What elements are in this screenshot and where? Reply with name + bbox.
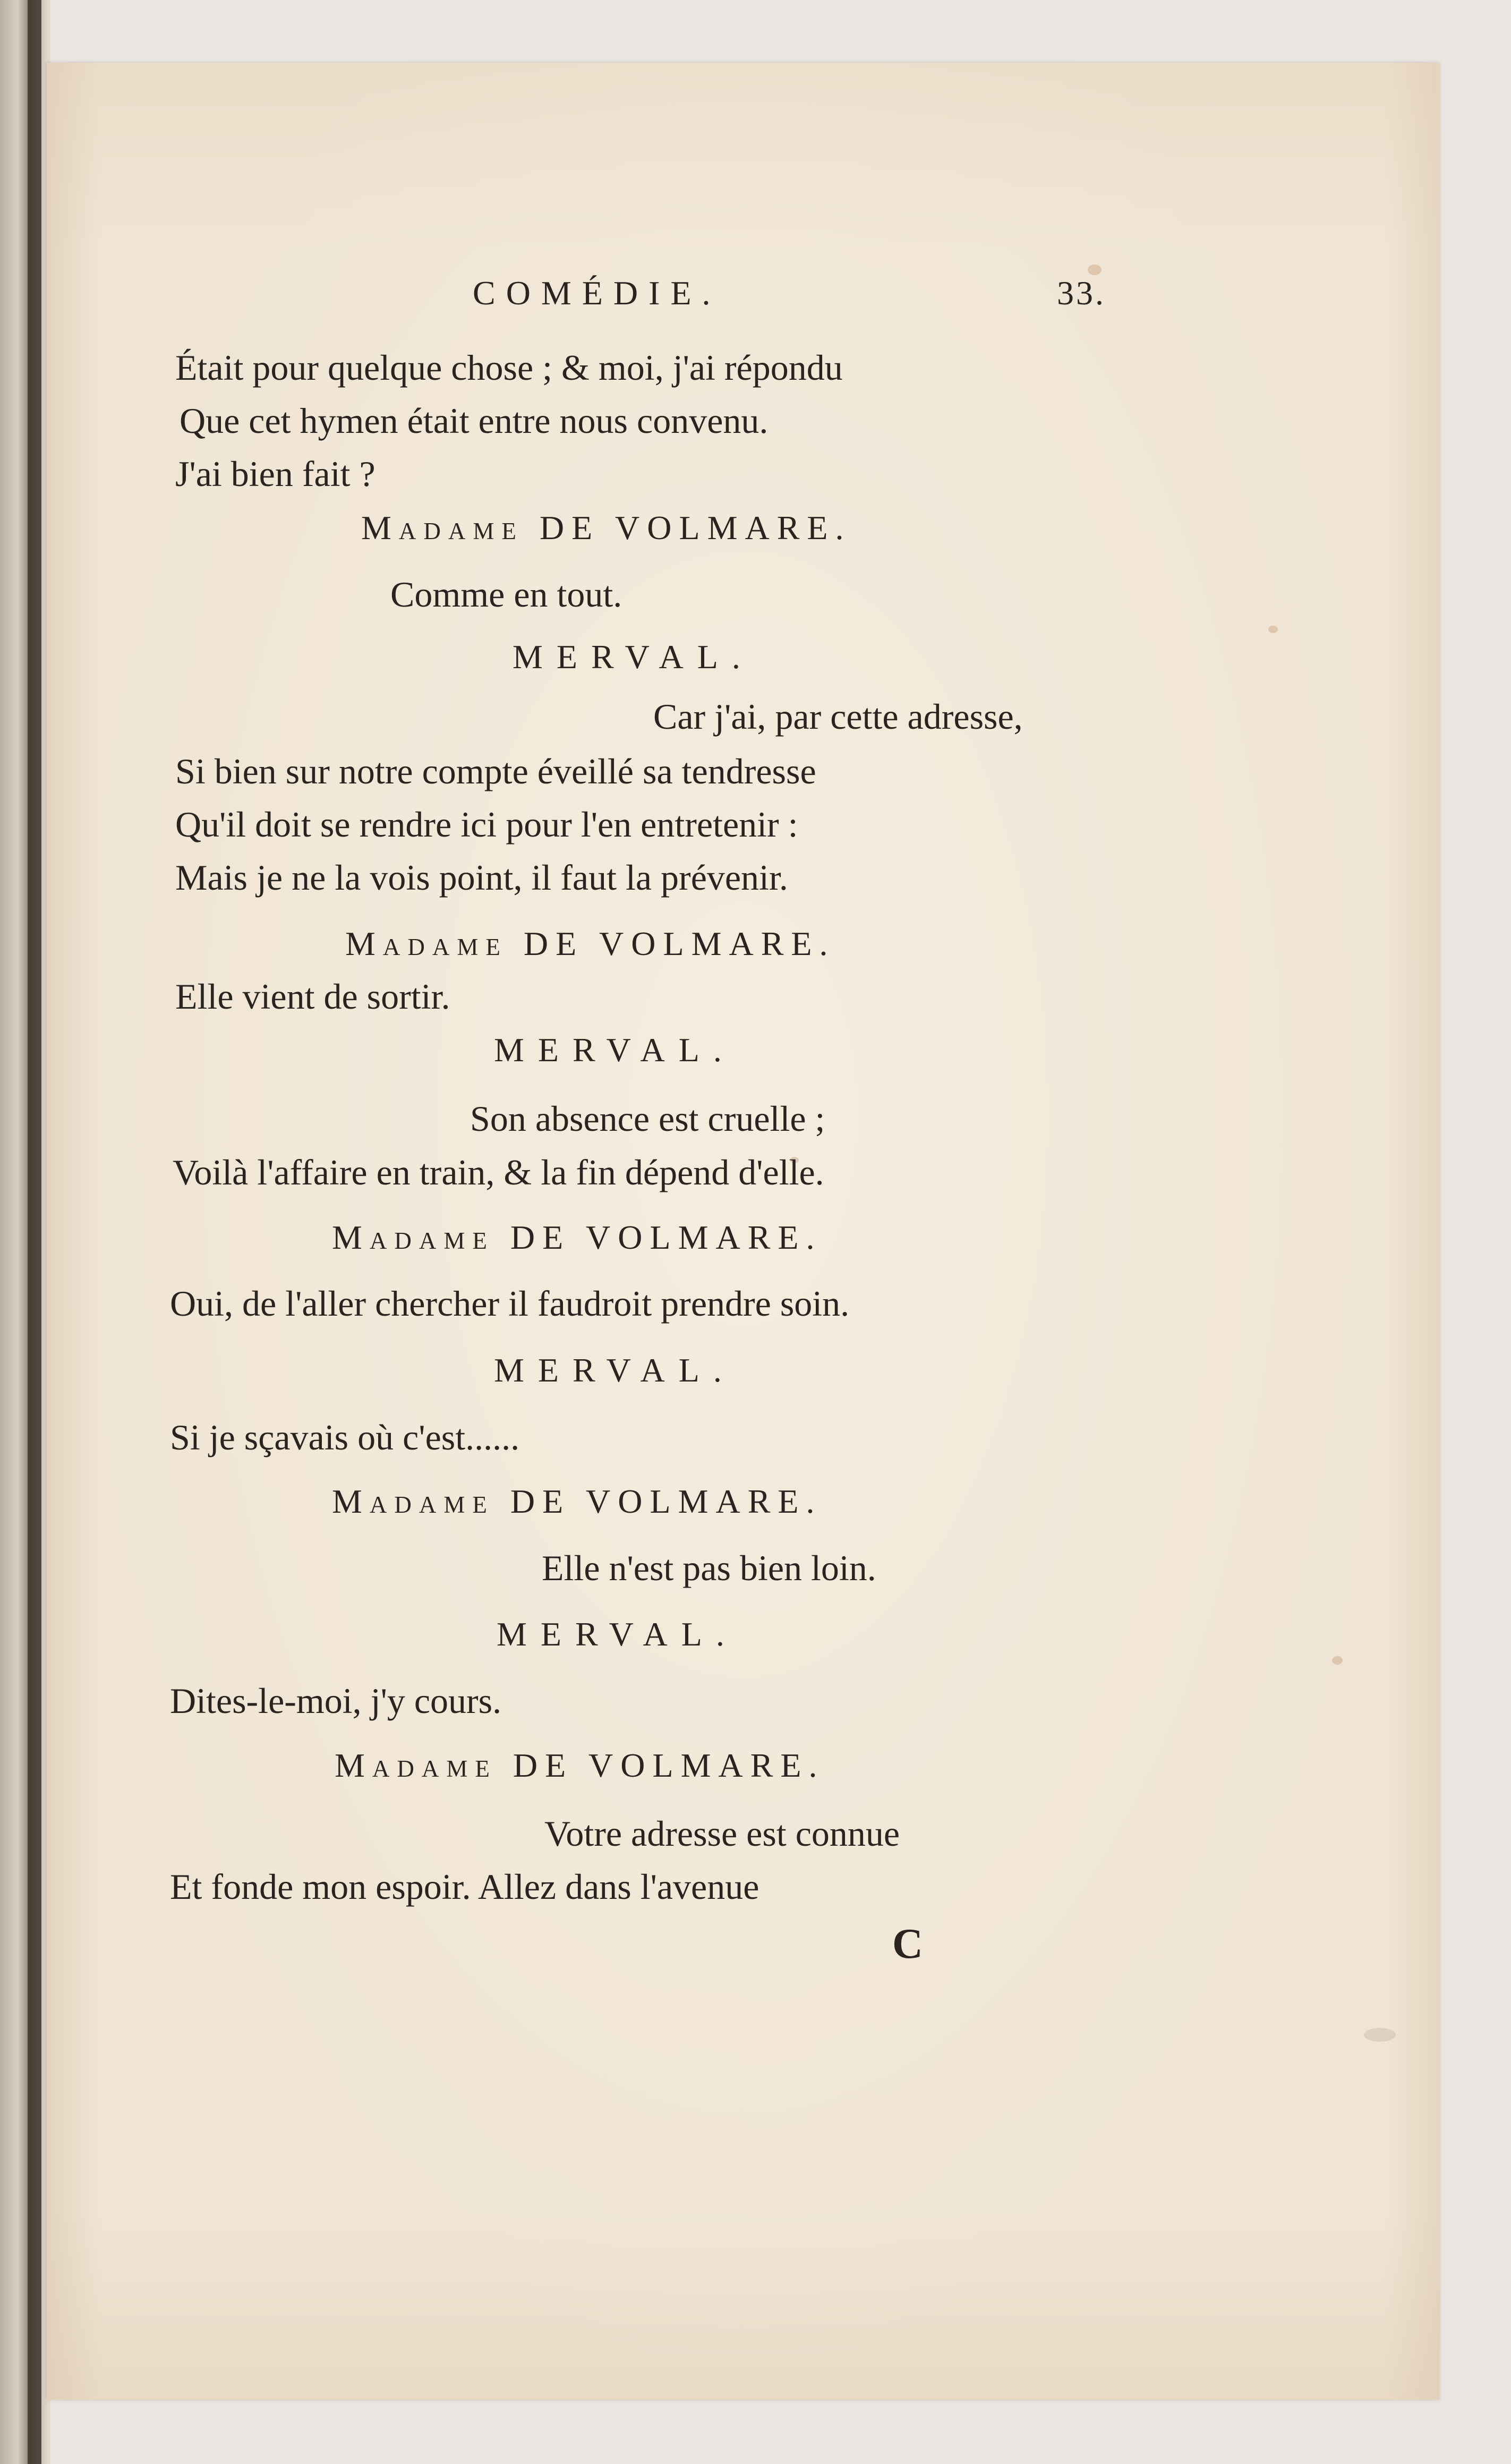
verse-line: Oui, de l'aller chercher il faudroit prendre soin. — [170, 1283, 850, 1324]
speaker-name: MERVAL. — [497, 1615, 738, 1653]
verse-line: Que cet hymen était entre nous convenu. — [180, 400, 769, 441]
verse-line: Son absence est cruelle ; — [470, 1098, 825, 1139]
verse-line: Si bien sur notre compte éveillé sa tendresse — [175, 751, 816, 791]
verse-line: Votre adresse est connue — [544, 1813, 900, 1854]
verse-line: Elle n'est pas bien loin. — [542, 1548, 876, 1588]
verse-line: Elle vient de sortir. — [175, 976, 450, 1017]
book-edge — [0, 0, 50, 2464]
verse-line: Comme en tout. — [390, 574, 622, 615]
paper-stain — [1364, 2028, 1396, 2042]
page-number: 33. — [1057, 274, 1106, 312]
verse-line: Était pour quelque chose ; & moi, j'ai répondu — [175, 347, 843, 388]
speaker-name: Madame DE VOLMARE. — [361, 509, 851, 547]
speaker-name: MERVAL. — [494, 1351, 736, 1389]
paper-stain — [1088, 265, 1102, 275]
verse-line: Mais je ne la vois point, il faut la prévenir. — [175, 857, 788, 898]
signature-mark: C — [892, 1921, 923, 1967]
speaker-name: MERVAL. — [494, 1031, 736, 1069]
paper-stain — [1268, 626, 1278, 633]
running-title: COMÉDIE. — [473, 274, 721, 312]
verse-line: Qu'il doit se rendre ici pour l'en entretenir : — [175, 804, 798, 845]
book-spine — [28, 0, 41, 2464]
speaker-name: Madame DE VOLMARE. — [332, 1218, 822, 1256]
verse-line: Si je sçavais où c'est...... — [170, 1417, 520, 1457]
verse-line: Voilà l'affaire en train, & la fin dépend d'elle. — [173, 1152, 824, 1192]
verse-line: J'ai bien fait ? — [175, 454, 375, 494]
paper-stain — [1332, 1656, 1343, 1665]
speaker-name: Madame DE VOLMARE. — [345, 925, 835, 962]
verse-line: Car j'ai, par cette adresse, — [653, 696, 1023, 737]
verse-line: Dites-le-moi, j'y cours. — [170, 1681, 502, 1721]
speaker-name: MERVAL. — [513, 638, 754, 676]
speaker-name: Madame DE VOLMARE. — [332, 1482, 822, 1520]
speaker-name: Madame DE VOLMARE. — [335, 1746, 825, 1784]
verse-line: Et fonde mon espoir. Allez dans l'avenue — [170, 1866, 759, 1907]
